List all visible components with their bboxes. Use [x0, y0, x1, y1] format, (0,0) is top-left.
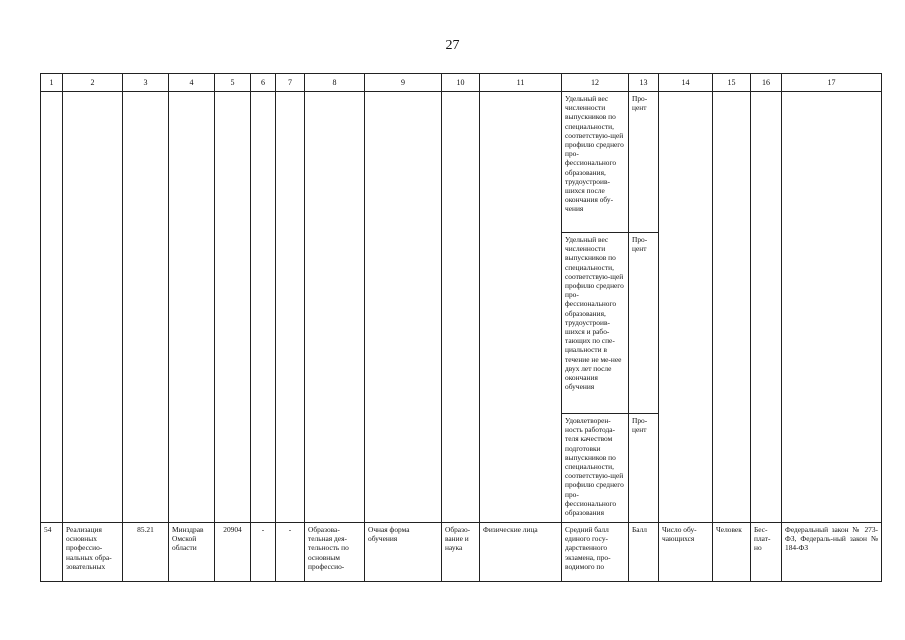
header-cell: 15	[713, 74, 751, 92]
payment-cell: Бес-плат-но	[751, 523, 782, 582]
header-cell: 7	[276, 74, 305, 92]
column-number-row	[41, 74, 882, 92]
empty-cell	[215, 92, 251, 523]
header-cell: 3	[123, 74, 169, 92]
empty-cell	[169, 92, 215, 523]
empty-cell	[305, 92, 365, 523]
header-cell: 11	[480, 74, 562, 92]
empty-cell	[480, 92, 562, 523]
empty-cell	[442, 92, 480, 523]
header-cell: 6	[251, 74, 276, 92]
empty-cell	[713, 92, 751, 523]
header-cell: 10	[442, 74, 480, 92]
registry-table	[40, 73, 882, 582]
ministry-cell: Минздрав Омской области	[169, 523, 215, 582]
header-cell: 9	[365, 74, 442, 92]
empty-cell	[63, 92, 123, 523]
registry-code-cell: 20904	[215, 523, 251, 582]
empty-cell	[782, 92, 882, 523]
header-cell: 2	[63, 74, 123, 92]
empty-cell	[123, 92, 169, 523]
volume-indicator-cell: Число обу-чающихся	[659, 523, 713, 582]
header-cell: 17	[782, 74, 882, 92]
header-cell: 5	[215, 74, 251, 92]
table-row	[41, 523, 882, 582]
header-cell: 8	[305, 74, 365, 92]
header-cell: 4	[169, 74, 215, 92]
quality-indicator-cell: Удельный вес численности выпускников по специальности, соответствую-щей профилю среднего про-фессионального образования, трудоустроив-шихся после окончания обу-чения	[562, 92, 629, 233]
row-number-cell: 54	[41, 523, 63, 582]
table-row	[41, 92, 882, 233]
quality-indicator-cell: Удовлетворен-ность работода-теля качеством подготовки выпускников по специальности, соответствую-щей профилю среднего про-фессионального образования	[562, 414, 629, 523]
unit-cell: Про-цент	[629, 414, 659, 523]
empty-cell	[41, 92, 63, 523]
service-name-cell: Реализация основных профессио-нальных обра-зовательных	[63, 523, 123, 582]
volume-unit-cell: Человек	[713, 523, 751, 582]
quality-indicator-cell: Удельный вес численности выпускников по специальности, соответствую-щей профилю среднего про-фессионального образования, трудоустроив-шихся и рабо-тающих по спе-циальности в течение не ме-нее двух лет после окончания обучения	[562, 233, 629, 414]
empty-cell	[751, 92, 782, 523]
unit-cell: Про-цент	[629, 92, 659, 233]
header-cell: 1	[41, 74, 63, 92]
sphere-cell: Образо-вание и наука	[442, 523, 480, 582]
consumers-cell: Физические лица	[480, 523, 562, 582]
empty-cell	[276, 92, 305, 523]
header-cell: 16	[751, 74, 782, 92]
page-number: 27	[445, 38, 460, 53]
legal-basis-cell: Федеральный закон № 273-ФЗ, Федераль-ный закон № 184-ФЗ	[782, 523, 882, 582]
form-cell: Очная форма обучения	[365, 523, 442, 582]
header-cell: 13	[629, 74, 659, 92]
okved-code-cell: 85.21	[123, 523, 169, 582]
empty-cell	[659, 92, 713, 523]
header-cell: 14	[659, 74, 713, 92]
unit-cell: Балл	[629, 523, 659, 582]
unit-cell: Про-цент	[629, 233, 659, 414]
dash-cell: -	[276, 523, 305, 582]
service-content-cell: Образова-тельная дея-тельность по основным профессио-	[305, 523, 365, 582]
empty-cell	[251, 92, 276, 523]
quality-indicator-cell: Средний балл единого госу-дарственного экзамена, про-водимого по	[562, 523, 629, 582]
dash-cell: -	[251, 523, 276, 582]
header-cell: 12	[562, 74, 629, 92]
empty-cell	[365, 92, 442, 523]
